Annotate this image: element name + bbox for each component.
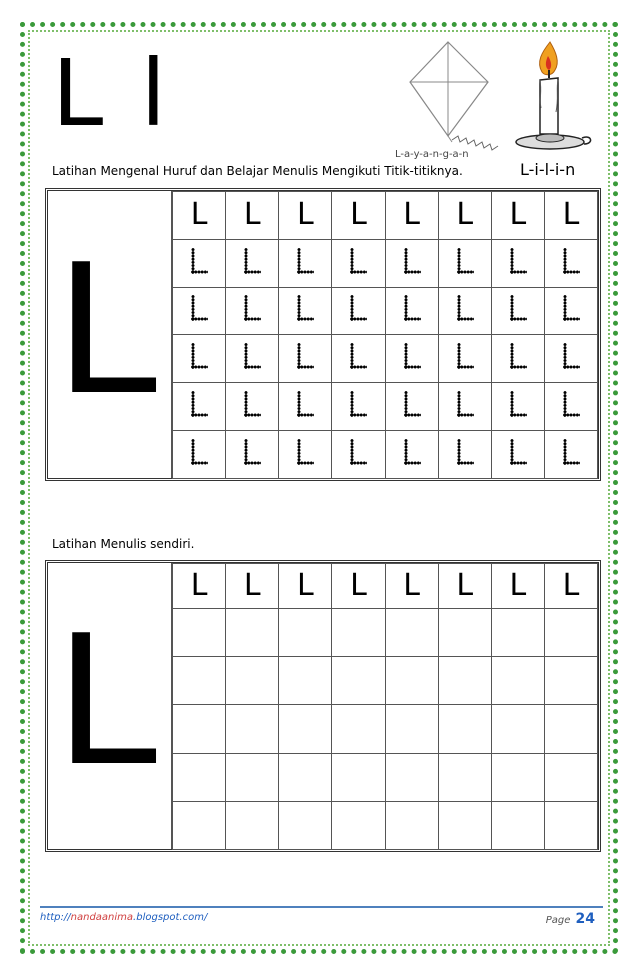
writing-cell[interactable] [544,609,597,657]
trace-cell[interactable] [491,335,544,383]
candle-caption: L-i-l-i-n [520,160,576,179]
trace-cell[interactable] [226,383,279,431]
trace-cell[interactable] [544,430,597,478]
header-letter: L [403,197,420,233]
writing-cell[interactable] [332,705,385,753]
dotted-letter [563,248,579,274]
trace-cell[interactable] [491,430,544,478]
header-letter: L [562,197,580,233]
dotted-letter [404,439,420,465]
trace-cell[interactable] [173,335,226,383]
writing-cell[interactable] [544,657,597,705]
writing-cell[interactable] [226,609,279,657]
dotted-letter [191,343,207,369]
header-letter: L [296,197,314,233]
header-row [173,564,598,609]
writing-cell[interactable] [332,801,385,849]
trace-cell[interactable] [279,430,332,478]
writing-cell[interactable] [438,753,491,801]
trace-cell[interactable] [173,383,226,431]
instruction-free: Latihan Menulis sendiri. [52,537,195,551]
writing-cell[interactable] [173,609,226,657]
dotted-letter [297,391,313,417]
header-letter: L [296,568,314,603]
writing-cell[interactable] [332,609,385,657]
trace-cell[interactable] [173,287,226,335]
page-number [546,908,595,927]
footer-rule [40,906,603,908]
header-letter: L [509,197,527,233]
writing-cell[interactable] [279,657,332,705]
trace-cell[interactable] [385,287,438,335]
writing-cell[interactable] [385,609,438,657]
trace-cell[interactable] [279,383,332,431]
dotted-letter [457,439,473,465]
trace-cell[interactable] [438,383,491,431]
writing-cell[interactable] [438,657,491,705]
empty-row [173,705,598,753]
writing-cell[interactable] [226,657,279,705]
dotted-letter [191,295,207,321]
header-letter: L [509,568,527,603]
dotted-letter [404,391,420,417]
writing-cell[interactable] [544,705,597,753]
writing-cell[interactable] [332,753,385,801]
dotted-letter [244,248,260,274]
dotted-letter [244,343,260,369]
trace-cell[interactable] [385,239,438,287]
dotted-letter [244,295,260,321]
dotted-letter [563,343,579,369]
footer-url-link[interactable]: http://nandaanima.blogspot.com/ [40,912,208,923]
trace-cell[interactable] [332,287,385,335]
writing-cell[interactable] [491,657,544,705]
empty-row [173,609,598,657]
dotted-letter [510,343,526,369]
trace-cell[interactable] [544,287,597,335]
dotted-letter [297,295,313,321]
empty-row [173,753,598,801]
writing-cell[interactable] [385,657,438,705]
trace-cell[interactable] [226,335,279,383]
writing-cell[interactable] [491,801,544,849]
dotted-letter [404,248,420,274]
letter-heading: L l [52,40,171,147]
model-letter: L [48,563,172,849]
dotted-letter [510,248,526,274]
trace-cell[interactable] [385,383,438,431]
dotted-letter [350,295,366,321]
trace-cell[interactable] [332,383,385,431]
header-letter: L [456,197,474,233]
writing-cell[interactable] [279,705,332,753]
trace-cell[interactable] [279,239,332,287]
dotted-letter [297,343,313,369]
writing-cell[interactable] [385,753,438,801]
writing-cell[interactable] [544,801,597,849]
trace-cell[interactable] [385,335,438,383]
writing-cell[interactable] [438,609,491,657]
header-letter: L [243,568,261,603]
trace-cell[interactable] [544,335,597,383]
trace-cell[interactable] [385,430,438,478]
trace-cell[interactable] [438,430,491,478]
header-letter: L [562,568,580,603]
dotted-letter [563,391,579,417]
dotted-letter [297,248,313,274]
writing-cell[interactable] [385,705,438,753]
instruction-trace: Latihan Mengenal Huruf dan Belajar Menulis Mengikuti Titik-titiknya. [52,164,463,178]
kite-caption: L-a-y-a-n-g-a-n [395,149,469,160]
trace-cell[interactable] [438,335,491,383]
dotted-letter [297,439,313,465]
model-letter: L [48,191,172,478]
kite-illustration [408,40,518,160]
writing-cell[interactable] [491,753,544,801]
dotted-letter [244,391,260,417]
empty-row [173,801,598,849]
page-number-value: 24 [575,911,595,927]
dotted-letter [457,295,473,321]
writing-cell[interactable] [173,657,226,705]
dotted-letter [457,391,473,417]
writing-cell[interactable] [491,609,544,657]
writing-cell[interactable] [226,705,279,753]
trace-cell[interactable] [279,287,332,335]
trace-cell[interactable] [491,383,544,431]
dotted-letter [191,248,207,274]
dotted-letter [350,343,366,369]
trace-cell[interactable] [438,239,491,287]
writing-cell[interactable] [544,753,597,801]
dotted-row [173,287,598,335]
trace-cell[interactable] [438,287,491,335]
trace-cell[interactable] [491,287,544,335]
trace-cell[interactable] [544,383,597,431]
writing-grid [172,563,598,850]
writing-cell[interactable] [438,801,491,849]
writing-cell[interactable] [385,801,438,849]
candle-illustration [512,38,594,162]
writing-cell[interactable] [226,753,279,801]
header-letter: L [190,197,208,233]
dotted-letter [563,295,579,321]
writing-cell[interactable] [279,801,332,849]
tracing-grid [172,191,598,479]
writing-cell[interactable] [173,753,226,801]
writing-cell[interactable] [173,705,226,753]
header-letter: L [350,197,367,233]
writing-cell[interactable] [173,801,226,849]
dotted-row [173,335,598,383]
dotted-row [173,430,598,478]
header-letter: L [456,568,474,603]
dotted-letter [457,343,473,369]
writing-cell[interactable] [491,705,544,753]
trace-cell[interactable] [226,239,279,287]
trace-cell[interactable] [173,239,226,287]
dotted-row [173,239,598,287]
dotted-letter [404,343,420,369]
empty-row [173,657,598,705]
header-letter: L [350,568,367,603]
writing-cell[interactable] [279,753,332,801]
dotted-letter [350,439,366,465]
dotted-letter [510,439,526,465]
dotted-letter [510,391,526,417]
page-label: Page [545,915,571,926]
header-row [173,192,598,240]
writing-cell[interactable] [332,657,385,705]
dotted-letter [404,295,420,321]
writing-cell[interactable] [279,609,332,657]
trace-cell[interactable] [332,239,385,287]
header-letter: L [190,568,208,603]
trace-cell[interactable] [332,430,385,478]
trace-cell[interactable] [226,430,279,478]
dotted-letter [563,439,579,465]
dotted-letter [244,439,260,465]
trace-cell[interactable] [332,335,385,383]
trace-cell[interactable] [544,239,597,287]
dotted-letter [191,391,207,417]
writing-cell[interactable] [438,705,491,753]
tracing-panel [45,188,601,481]
dotted-letter [457,248,473,274]
dotted-letter [510,295,526,321]
writing-cell[interactable] [226,801,279,849]
dotted-row [173,383,598,431]
trace-cell[interactable] [279,335,332,383]
dotted-letter [350,391,366,417]
header-letter: L [403,568,420,603]
trace-cell[interactable] [491,239,544,287]
dotted-letter [191,439,207,465]
free-writing-panel [45,560,601,852]
header-letter: L [243,197,261,233]
trace-cell[interactable] [226,287,279,335]
dotted-letter [350,248,366,274]
trace-cell[interactable] [173,430,226,478]
